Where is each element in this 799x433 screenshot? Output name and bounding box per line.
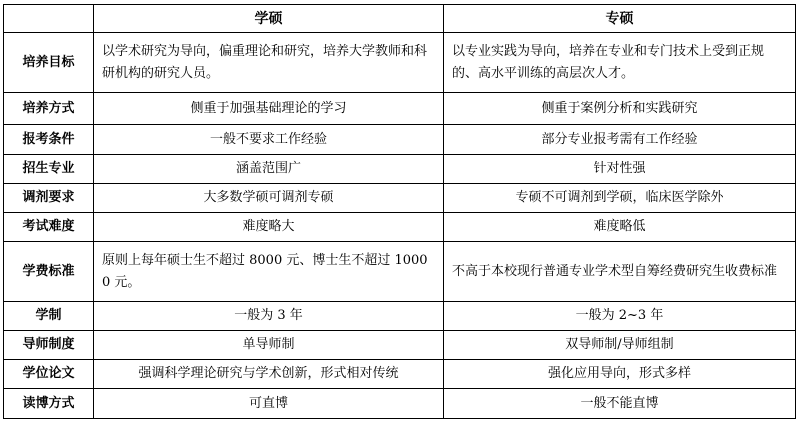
cell-professional: 侧重于案例分析和实践研究	[444, 93, 796, 125]
header-academic: 学硕	[94, 5, 444, 33]
cell-academic: 侧重于加强基础理论的学习	[94, 93, 444, 125]
row-label: 学位论文	[4, 360, 94, 389]
cell-academic: 大多数学硕可调剂专硕	[94, 184, 444, 213]
row-tuition-standard	[4, 242, 796, 302]
row-program-length	[4, 302, 796, 331]
cell-professional: 难度略低	[444, 213, 796, 242]
cell-professional: 部分专业报考需有工作经验	[444, 125, 796, 155]
cell-academic: 难度略大	[94, 213, 444, 242]
cell-professional: 不高于本校现行普通专业学术型自筹经费研究生收费标准	[444, 242, 796, 302]
cell-academic: 一般为 3 年	[94, 302, 444, 331]
row-label: 导师制度	[4, 331, 94, 360]
cell-academic: 强调科学理论研究与学术创新，形式相对传统	[94, 360, 444, 389]
row-label: 报考条件	[4, 125, 94, 155]
cell-professional: 一般为 2~3 年	[444, 302, 796, 331]
cell-academic: 以学术研究为导向，偏重理论和研究，培养大学教师和科研机构的研究人员。	[94, 33, 444, 93]
row-label: 学费标准	[4, 242, 94, 302]
row-label: 学制	[4, 302, 94, 331]
cell-professional: 专硕不可调剂到学硕，临床医学除外	[444, 184, 796, 213]
row-training-goal	[4, 33, 796, 93]
row-enrollment-majors	[4, 155, 796, 184]
header-corner	[4, 5, 94, 33]
row-advisor-system	[4, 331, 796, 360]
comparison-table	[3, 4, 796, 419]
row-application-requirements	[4, 125, 796, 155]
row-phd-path	[4, 389, 796, 419]
row-label: 读博方式	[4, 389, 94, 419]
row-label: 培养目标	[4, 33, 94, 93]
cell-professional: 双导师制/导师组制	[444, 331, 796, 360]
header-row	[4, 5, 796, 33]
header-professional: 专硕	[444, 5, 796, 33]
row-label: 招生专业	[4, 155, 94, 184]
row-transfer-requirements	[4, 184, 796, 213]
row-training-method	[4, 93, 796, 125]
cell-academic: 单导师制	[94, 331, 444, 360]
cell-academic: 可直博	[94, 389, 444, 419]
row-thesis	[4, 360, 796, 389]
cell-professional: 以专业实践为导向，培养在专业和专门技术上受到正规的、高水平训练的高层次人才。	[444, 33, 796, 93]
row-label: 调剂要求	[4, 184, 94, 213]
row-label: 培养方式	[4, 93, 94, 125]
cell-professional: 一般不能直博	[444, 389, 796, 419]
cell-academic: 原则上每年硕士生不超过 8000 元、博士生不超过 10000 元。	[94, 242, 444, 302]
cell-academic: 一般不要求工作经验	[94, 125, 444, 155]
row-exam-difficulty	[4, 213, 796, 242]
cell-academic: 涵盖范围广	[94, 155, 444, 184]
row-label: 考试难度	[4, 213, 94, 242]
cell-professional: 强化应用导向，形式多样	[444, 360, 796, 389]
cell-professional: 针对性强	[444, 155, 796, 184]
